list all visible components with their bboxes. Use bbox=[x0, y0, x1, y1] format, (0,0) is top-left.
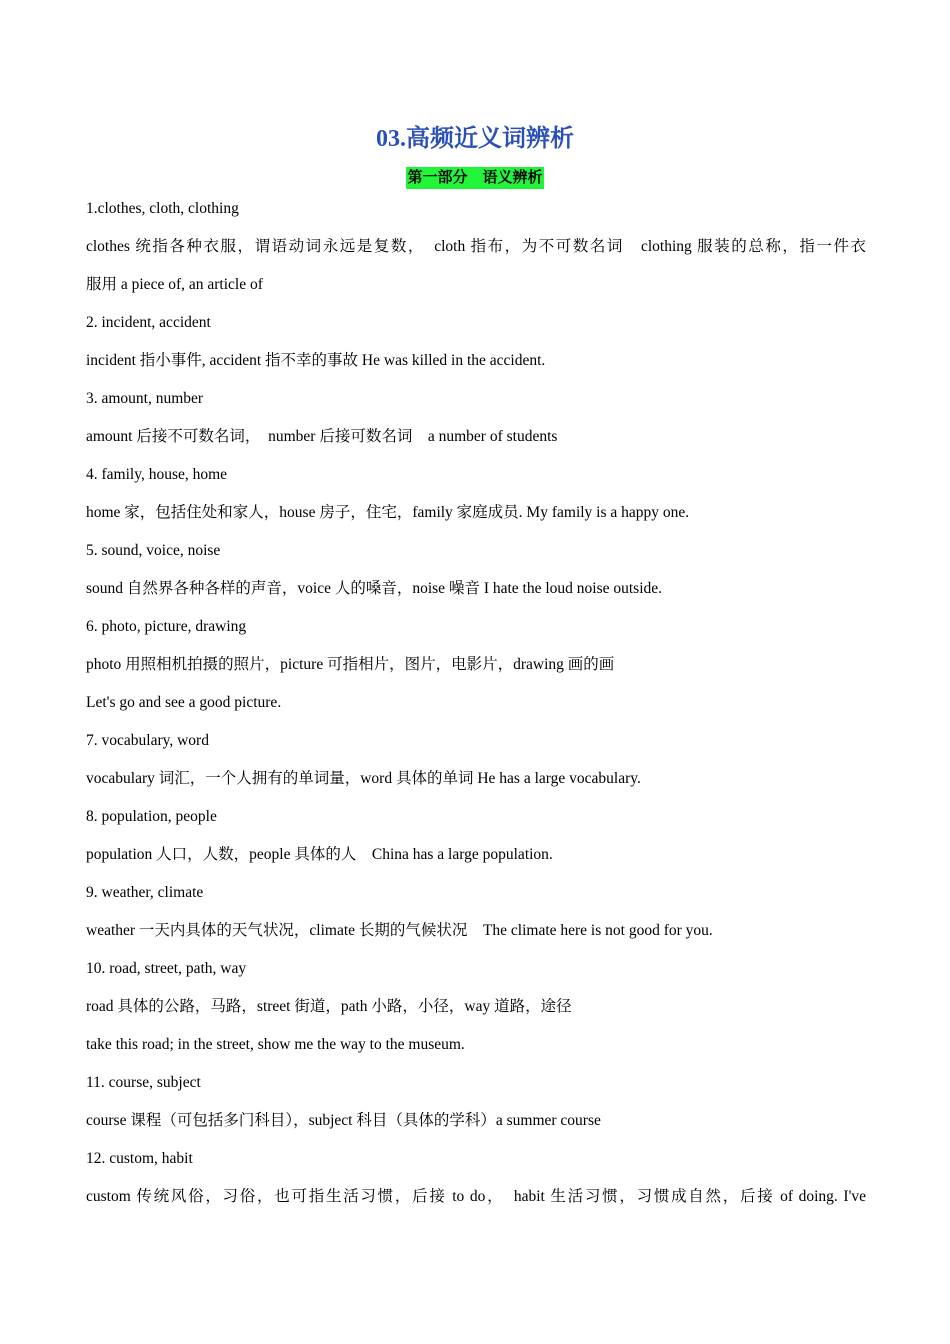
text-line-16: vocabulary 词汇，一个人拥有的单词量，word 具体的单词 He has a large vocabulary. bbox=[86, 770, 641, 787]
text-line-18: population 人口，人数，people 具体的人 China has a large population. bbox=[86, 846, 553, 863]
section-heading-wrap bbox=[0, 167, 950, 189]
text-line-14: Let's go and see a good picture. bbox=[86, 694, 282, 711]
text-line-1: 1.clothes, cloth, clothing bbox=[86, 200, 239, 217]
text-line-24: 11. course, subject bbox=[86, 1074, 201, 1091]
text-line-15: 7. vocabulary, word bbox=[86, 732, 209, 749]
text-line-5: incident 指小事件, accident 指不幸的事故 He was killed in the accident. bbox=[86, 352, 546, 369]
text-line-25: course 课程（可包括多门科目），subject 科目（具体的学科）a summer course bbox=[86, 1112, 601, 1129]
text-line-13: photo 用照相机拍摄的照片，picture 可指相片，图片，电影片，drawing 画的画 bbox=[86, 656, 615, 673]
text-line-19: 9. weather, climate bbox=[86, 884, 204, 901]
text-line-4: 2. incident, accident bbox=[86, 314, 211, 331]
page-title: 03.高频近义词辨析 bbox=[376, 126, 574, 152]
text-line-22: road 具体的公路，马路，street 街道，path 小路，小径，way 道路，途径 bbox=[86, 998, 572, 1015]
text-line-27: custom 传统风俗，习俗，也可指生活习惯，后接 to do， habit 生活习惯，习惯成自然，后接 of doing. I've bbox=[86, 1188, 866, 1205]
text-line-26: 12. custom, habit bbox=[86, 1150, 193, 1167]
text-line-7: amount 后接不可数名词， number 后接可数名词 a number of students bbox=[86, 428, 558, 445]
document-body bbox=[86, 190, 866, 1216]
text-line-17: 8. population, people bbox=[86, 808, 217, 825]
text-line-20: weather 一天内具体的天气状况，climate 长期的气候状况 The climate here is not good for you. bbox=[86, 922, 713, 939]
text-line-6: 3. amount, number bbox=[86, 390, 204, 407]
text-line-8: 4. family, house, home bbox=[86, 466, 228, 483]
text-line-2: clothes 统指各种衣服，谓语动词永远是复数， cloth 指布，为不可数名词 clothing 服装的总称，指一件衣 bbox=[86, 238, 866, 255]
text-line-3: 服用 a piece of, an article of bbox=[86, 276, 263, 293]
text-line-9: home 家，包括住处和家人，house 房子，住宅，family 家庭成员. My family is a happy one. bbox=[86, 504, 690, 521]
text-line-10: 5. sound, voice, noise bbox=[86, 542, 221, 559]
section-heading: 第一部分 语义辨析 bbox=[406, 167, 543, 189]
text-line-12: 6. photo, picture, drawing bbox=[86, 618, 247, 635]
text-line-11: sound 自然界各种各样的声音，voice 人的嗓音，noise 噪音 I hate the loud noise outside. bbox=[86, 580, 663, 597]
text-line-21: 10. road, street, path, way bbox=[86, 960, 247, 977]
text-line-23: take this road; in the street, show me the way to the museum. bbox=[86, 1036, 465, 1053]
